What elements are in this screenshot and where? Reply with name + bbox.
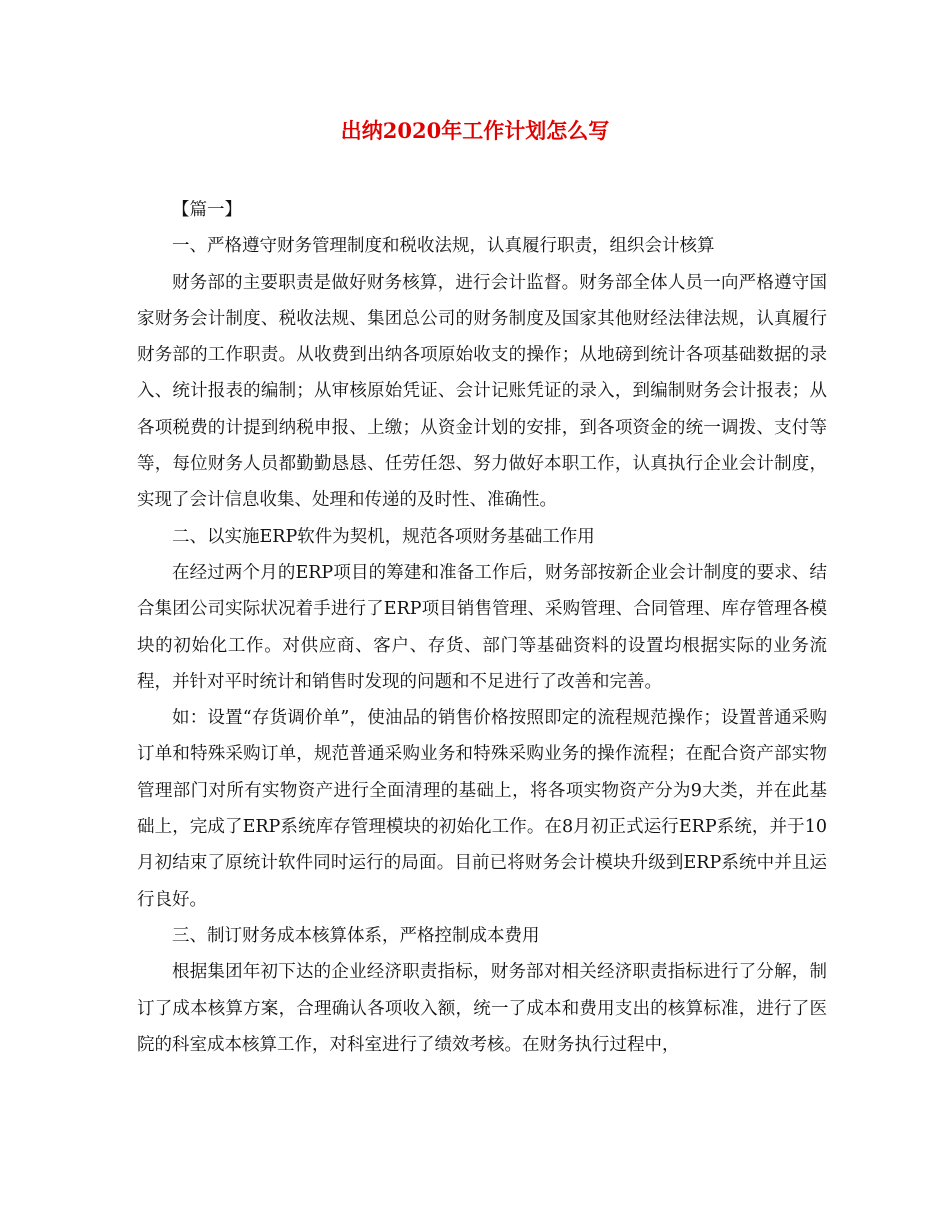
body-paragraph-2: 在经过两个月的ERP项目的筹建和准备工作后，财务部按新企业会计制度的要求、结合集团公司实际状况着手进行了ERP项目销售管理、采购管理、合同管理、库存管理各模块的初始化工作。对供应商、客户、存货、部门等基础资料的设置均根据实际的业务流程，并针对平时统计和销售时发现的问题和不足进行了改善和完善。 [137,562,827,692]
body-paragraph-3: 如：设置“存货调价单”，使油品的销售价格按照即定的流程规范操作；设置普通采购订单和特殊采购订单，规范普通采购业务和特殊采购业务的操作流程；在配合资产部实物管理部门对所有实物资产进行全面清理的基础上，将各项实物资产分为9大类，并在此基础上，完成了ERP系统库存管理模块的初始化工作。在8月初正式运行ERP系统，并于10月初结束了原统计软件同时运行的局面。目前已将财务会计模块升级到ERP系统中并且运行良好。 [137,708,827,910]
body-paragraph-4: 根据集团年初下达的企业经济职责指标，财务部对相关经济职责指标进行了分解，制订了成本核算方案，合理确认各项收入额，统一了成本和费用支出的核算标准，进行了医院的科室成本核算工作，对科室进行了绩效考核。在财务执行过程中， [137,962,827,1055]
section-heading-3: 三、制订财务成本核算体系，严格控制成本费用 [172,925,540,946]
document-body [137,192,827,1063]
section-label: 【篇一】 [172,200,242,220]
section-heading-2: 二、以实施ERP软件为契机，规范各项财务基础工作用 [172,526,595,547]
body-paragraph-1: 财务部的主要职责是做好财务核算，进行会计监督。财务部全体人员一向严格遵守国家财务会计制度、税收法规、集团总公司的财务制度及国家其他财经法律法规，认真履行财务部的工作职责。从收费到出纳各项原始收支的操作；从地磅到统计各项基础数据的录入、统计报表的编制；从审核原始凭证、会计记账凭证的录入，到编制财务会计报表；从各项税费的计提到纳税申报、上缴；从资金计划的安排，到各项资金的统一调拨、支付等等，每位财务人员都勤勤恳恳、任劳任怨、努力做好本职工作，认真执行企业会计制度，实现了会计信息收集、处理和传递的及时性、准确性。 [137,272,827,511]
section-heading-1: 一、严格遵守财务管理制度和税收法规，认真履行职责，组织会计核算 [172,236,715,257]
document-title: 出纳2020年工作计划怎么写 [340,118,610,143]
